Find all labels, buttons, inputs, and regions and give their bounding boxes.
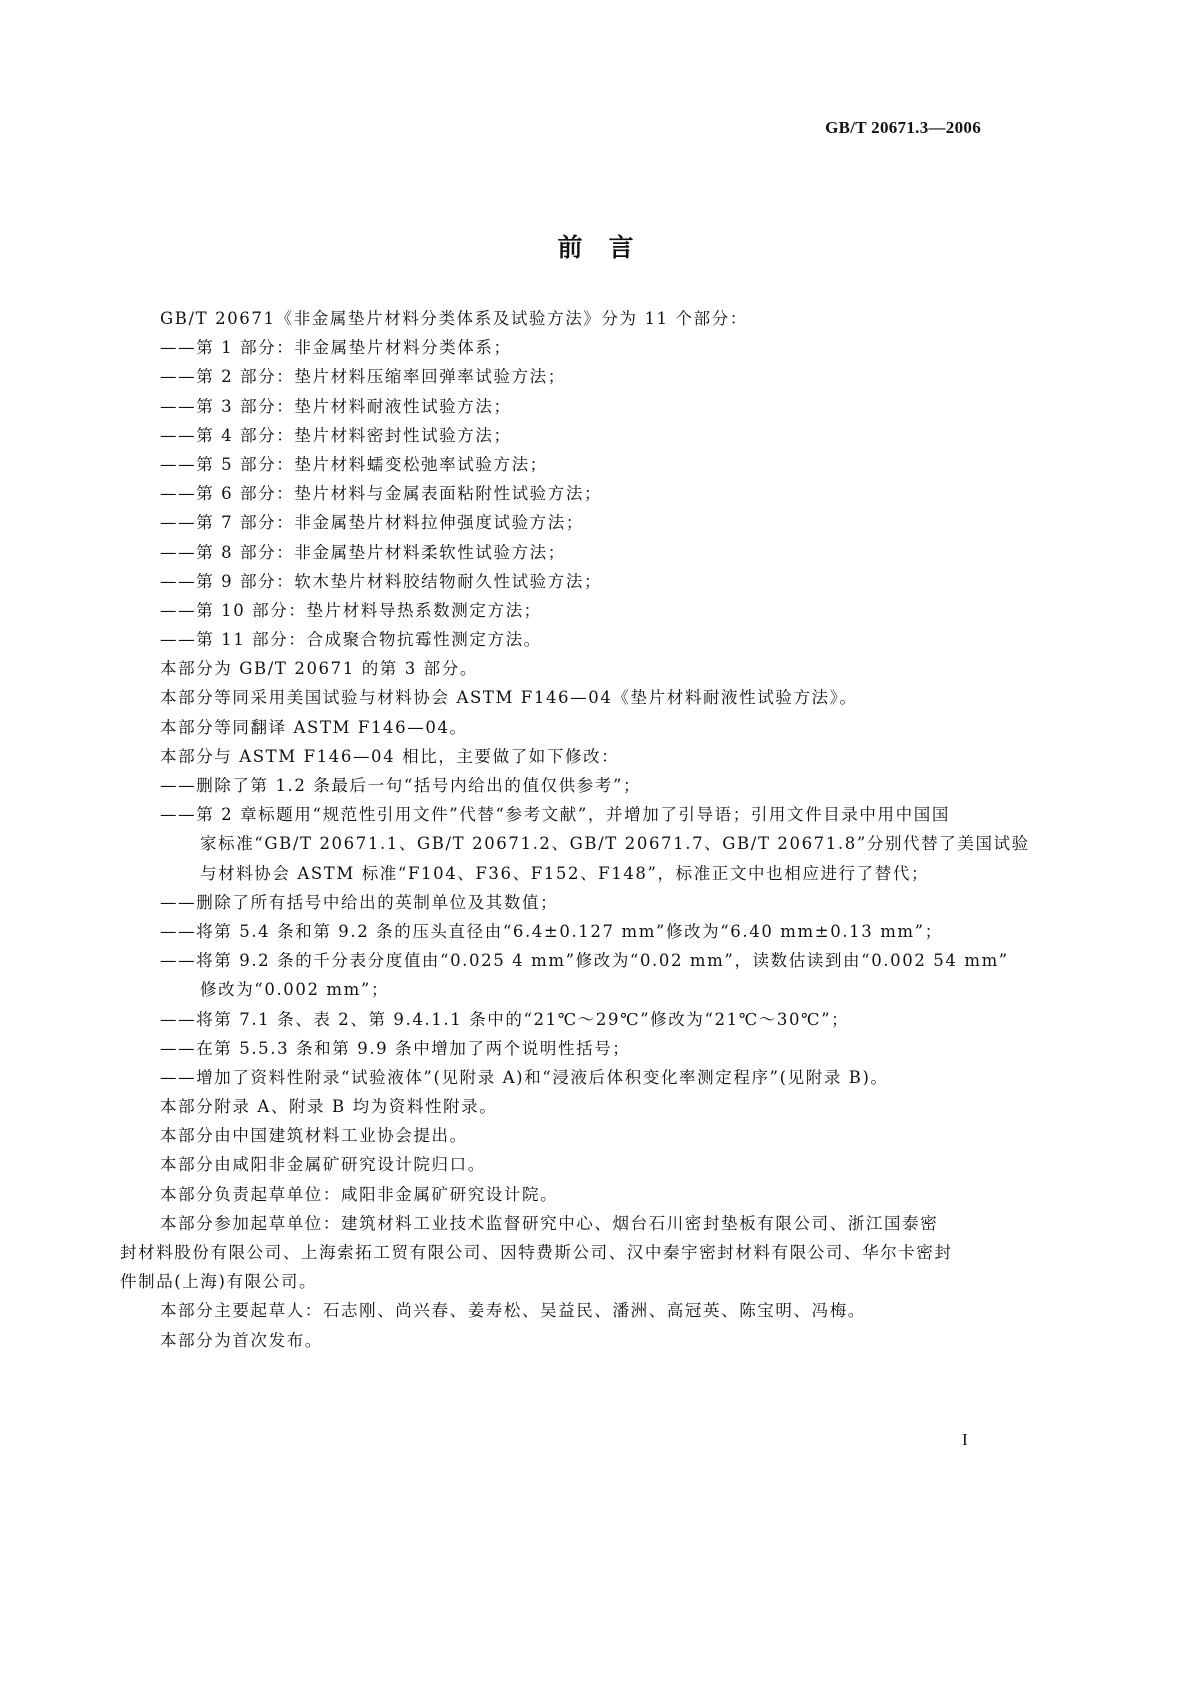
- standard-code: GB/T 20671.3—2006: [825, 118, 981, 137]
- list-item: ——在第 5.5.3 条和第 9.9 条中增加了两个说明性括号；: [160, 1038, 631, 1058]
- list-item: ——第 6 部分：垫片材料与金属表面粘附性试验方法；: [160, 484, 603, 504]
- paragraph-line: 本部分由咸阳非金属矿研究设计院归口。: [160, 1155, 486, 1175]
- list-item: ——删除了第 1.2 条最后一句“括号内给出的值仅供参考”；: [160, 776, 642, 795]
- list-item: ——增加了资料性附录“试验液体”(见附录 A)和“浸液后体积变化率测定程序”(见附录 B)。: [160, 1067, 889, 1087]
- foreword-body: [120, 304, 1030, 1355]
- list-item: ——第 8 部分：非金属垫片材料柔软性试验方法；: [160, 542, 566, 562]
- list-item: ——第 9 部分：软木垫片材料胶结物耐久性试验方法；: [160, 571, 603, 591]
- paragraph-line: 本部分附录 A、附录 B 均为资料性附录。: [160, 1097, 498, 1117]
- list-item: ——第 5 部分：垫片材料蠕变松弛率试验方法；: [160, 454, 548, 474]
- list-item: ——将第 9.2 条的千分表分度值由“0.025 4 mm”修改为“0.02 mm”，读数估读到由“0.002 54 mm”: [160, 951, 1009, 971]
- list-item: ——第 2 章标题用“规范性引用文件”代替“参考文献”，并增加了引导语；引用文件目录中用中国国: [160, 805, 950, 825]
- list-item: ——第 7 部分：非金属垫片材料拉伸强度试验方法；: [160, 513, 584, 533]
- paragraph-line: 本部分负责起草单位：咸阳非金属矿研究设计院。: [160, 1184, 559, 1204]
- list-item-continuation: 家标准“GB/T 20671.1、GB/T 20671.2、GB/T 20671.7、GB/T 20671.8”分别代替了美国试验: [200, 834, 1030, 854]
- paragraph-line: 本部分主要起草人：石志刚、尚兴春、姜寿松、吴益民、潘洲、高冠英、陈宝明、冯梅。: [160, 1301, 866, 1321]
- paragraph-line: 封材料股份有限公司、上海索拓工贸有限公司、因特费斯公司、汉中秦宇密封材料有限公司、华尔卡密封: [120, 1243, 953, 1262]
- list-item: ——将第 7.1 条、表 2、第 9.4.1.1 条中的“21℃～29℃”修改为“21℃～30℃”；: [160, 1009, 850, 1029]
- paragraph-line: 本部分由中国建筑材料工业协会提出。: [160, 1126, 468, 1146]
- paragraph-line: 本部分等同翻译 ASTM F146—04。: [160, 717, 468, 737]
- list-item: ——第 10 部分：垫片材料导热系数测定方法；: [160, 600, 542, 620]
- paragraph-line: 本部分为首次发布。: [160, 1330, 323, 1350]
- list-item: ——删除了所有括号中给出的英制单位及其数值；: [160, 892, 559, 912]
- list-item: ——将第 5.4 条和第 9.2 条的压头直径由“6.4±0.127 mm”修改为“6.40 mm±0.13 mm”；: [160, 921, 943, 941]
- paragraph-line: 本部分为 GB/T 20671 的第 3 部分。: [160, 659, 478, 679]
- paragraph-line: 本部分参加起草单位：建筑材料工业技术监督研究中心、烟台石川密封垫板有限公司、浙江国泰密: [160, 1213, 939, 1233]
- page-number: I: [962, 1430, 968, 1449]
- paragraph-line: 本部分等同采用美国试验与材料协会 ASTM F146—04《垫片材料耐液性试验方法》。: [160, 688, 858, 708]
- paragraph-line: GB/T 20671《非金属垫片材料分类体系及试验方法》分为 11 个部分：: [160, 309, 748, 328]
- list-item: ——第 4 部分：垫片材料密封性试验方法；: [160, 425, 512, 445]
- paragraph-line: 件制品(上海)有限公司。: [120, 1272, 318, 1292]
- list-item-continuation: 修改为“0.002 mm”；: [200, 980, 390, 1000]
- list-item: ——第 3 部分：垫片材料耐液性试验方法；: [160, 396, 512, 416]
- list-item: ——第 1 部分：非金属垫片材料分类体系；: [160, 338, 512, 358]
- list-item-continuation: 与材料协会 ASTM 标准“F104、F36、F152、F148”，标准正文中也相应进行了替代；: [200, 863, 930, 883]
- list-item: ——第 11 部分：合成聚合物抗霉性测定方法。: [160, 630, 542, 650]
- list-item: ——第 2 部分：垫片材料压缩率回弹率试验方法；: [160, 367, 566, 387]
- paragraph-line: 本部分与 ASTM F146—04 相比，主要做了如下修改：: [160, 746, 620, 766]
- page-title: 前言: [557, 233, 660, 262]
